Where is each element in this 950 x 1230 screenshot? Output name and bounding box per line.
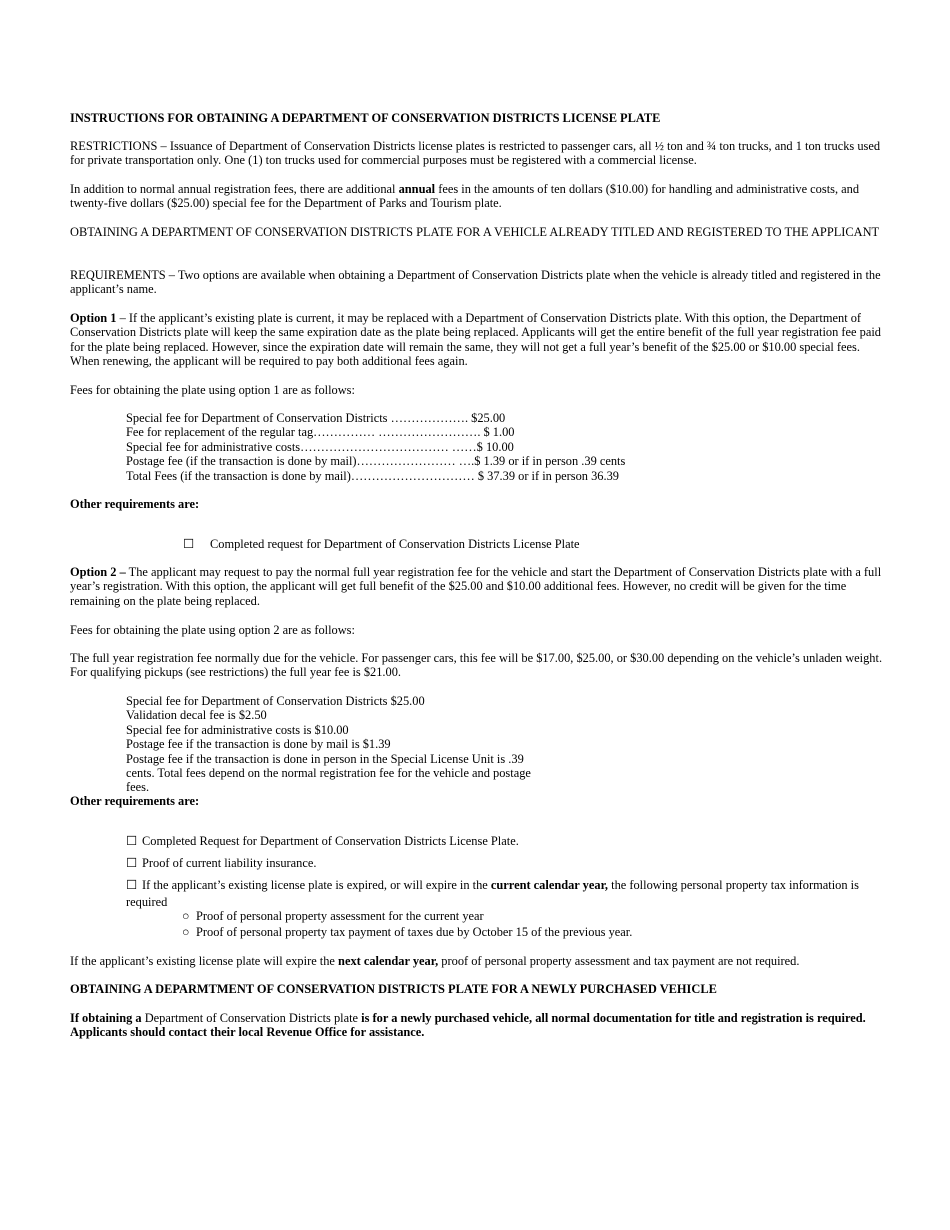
checkbox-icon: ☐: [183, 537, 195, 551]
sub-list-item: [182, 925, 632, 939]
option2-label: Option 2 –: [70, 565, 126, 579]
fee-line: Special fee for administrative costs……………………………… ……$ 10.00: [126, 439, 514, 454]
option1-fee-list: [126, 411, 766, 483]
full-year-fee-paragraph: The full year registration fee normally due for the vehicle. For passenger cars, this fee will be $17.00, $25.00, or $30.00 depending on the vehicle’s unladen weight. For qualifying pickups (see restrictions) the full year fee is $21.00.: [70, 651, 883, 680]
next-year-post: proof of personal property assessment and tax payment are not required.: [438, 954, 800, 968]
fee-line: Special fee for Department of Conservation Districts ………………. $25.00: [126, 411, 506, 425]
option2-fee-list: [126, 694, 538, 795]
new-vehicle-paragraph: [70, 1011, 885, 1040]
option2-paragraph: [70, 565, 885, 608]
checklist-text: Completed Request for Department of Conservation Districts License Plate.: [142, 834, 519, 848]
option2-checklist-item: [126, 856, 316, 870]
requirements-paragraph: REQUIREMENTS – Two options are available when obtaining a Department of Conservation Districts plate when the vehicle is already titled and registered in the applicant’s name.: [70, 268, 881, 297]
page-title: INSTRUCTIONS FOR OBTAINING A DEPARTMENT OF CONSERVATION DISTRICTS LICENSE PLATE: [70, 111, 661, 125]
expired-bold: current calendar year,: [490, 878, 609, 892]
fee-line: Validation decal fee is $2.50: [126, 708, 267, 723]
next-year-pre: If the applicant’s existing license plate will expire the: [70, 954, 339, 968]
fee-line: Total Fees (if the transaction is done by mail)………………………… $ 37.39 or if in person 36.39: [126, 468, 619, 483]
sub-list-text: Proof of personal property assessment for the current year: [196, 909, 484, 923]
checkbox-icon: ☐: [126, 878, 138, 892]
expired-pre: If the applicant’s existing license plate is expired, or will expire in the: [142, 878, 491, 892]
new-vehicle-bold2: is for a newly purchased vehicle, all normal documentation for title and registration is required. Applicants should contact their local Revenue Office for assistance.: [70, 1011, 866, 1040]
fee-line: Special fee for administrative costs is $10.00: [126, 722, 349, 737]
fee-line: Postage fee (if the transaction is done by mail)…………………… ….$ 1.39 or if in person .39 cents: [126, 454, 626, 469]
sub-list-text: Proof of personal property tax payment of taxes due by October 15 of the previous year.: [196, 925, 633, 939]
option1-text: – If the applicant’s existing plate is current, it may be replaced with a Department of Conservation Districts plate. With this option, the Department of Conservation Districts plate will keep the same expiration date as the plate being replaced. Applicants will get the entire benefit of the full year registration fee paid for the plate being replaced. However, since the expiration date will remain the same, they will not get a full year’s benefit of the $25.00 or $10.00 special fees. When renewing, the applicant will be required to pay both additional fees again.: [70, 311, 881, 369]
option2-checklist-item-expired: [126, 877, 866, 911]
option2-text: The applicant may request to pay the normal full year registration fee for the vehicle and start the Department of Conservation Districts plate with a full year’s registration. With this option, the applicant will get full benefit of the $25.00 and $10.00 additional fees. However, no credit will be given for the time remaining on the plate being replaced.: [70, 565, 882, 608]
circle-bullet-icon: ○: [182, 925, 190, 939]
annual-fees-paragraph: [70, 182, 885, 211]
fee-line: Fee for replacement of the regular tag…………… ……………………. $ 1.00: [126, 425, 515, 440]
sub-list-item: [182, 909, 484, 923]
option1-fees-heading: Fees for obtaining the plate using option 1 are as follows:: [70, 383, 355, 397]
annual-fees-pre: In addition to normal annual registration fees, there are additional: [70, 182, 399, 196]
annual-fees-bold: annual: [398, 182, 436, 196]
checkbox-icon: ☐: [126, 834, 138, 848]
option2-checklist-item: [126, 834, 519, 848]
option2-other-requirements-heading: Other requirements are:: [70, 794, 200, 808]
option1-checklist-item: [183, 537, 580, 551]
annual-fees-post: fees in the amounts of ten dollars ($10.00) for handling and administrative costs, and twenty-five dollars ($25.00) special fee for the Department of Parks and Tourism plate.: [70, 182, 860, 211]
option1-paragraph: [70, 311, 885, 369]
new-vehicle-normal: Department of Conservation Districts plate: [141, 1011, 362, 1025]
expired-post: the following personal property tax information is required: [126, 878, 859, 909]
fee-line: Special fee for Department of Conservation Districts $25.00: [126, 694, 425, 708]
section-heading-titled-vehicle: OBTAINING A DEPARTMENT OF CONSERVATION DISTRICTS PLATE FOR A VEHICLE ALREADY TITLED AND REGISTERED TO THE APPLICANT: [70, 225, 880, 239]
section-heading-new-vehicle: OBTAINING A DEPARMTMENT OF CONSERVATION DISTRICTS PLATE FOR A NEWLY PURCHASED VEHICLE: [70, 982, 717, 996]
fee-line: Postage fee if the transaction is done by mail is $1.39: [126, 737, 391, 752]
next-year-paragraph: [70, 954, 885, 968]
circle-bullet-icon: ○: [182, 909, 190, 923]
option1-other-requirements-heading: Other requirements are:: [70, 497, 200, 511]
new-vehicle-bold1: If obtaining a: [70, 1011, 142, 1025]
restrictions-paragraph: RESTRICTIONS – Issuance of Department of Conservation Districts license plates is restricted to passenger cars, all ½ ton and ¾ ton trucks, and 1 ton trucks used for private transportation only. One (1) ton trucks used for commercial purposes must be registered with a commercial license.: [70, 139, 881, 168]
checklist-text: Proof of current liability insurance.: [142, 856, 317, 870]
checkbox-icon: ☐: [126, 856, 138, 870]
option1-label: Option 1: [70, 311, 117, 325]
next-year-bold: next calendar year,: [338, 954, 439, 968]
fee-line: Postage fee if the transaction is done in person in the Special License Unit is .39 cents. Total fees depend on the normal registration fee for the vehicle and postage fees.: [126, 751, 531, 795]
checklist-text: Completed request for Department of Conservation Districts License Plate: [210, 537, 580, 551]
option2-fees-heading: Fees for obtaining the plate using option 2 are as follows:: [70, 623, 355, 637]
